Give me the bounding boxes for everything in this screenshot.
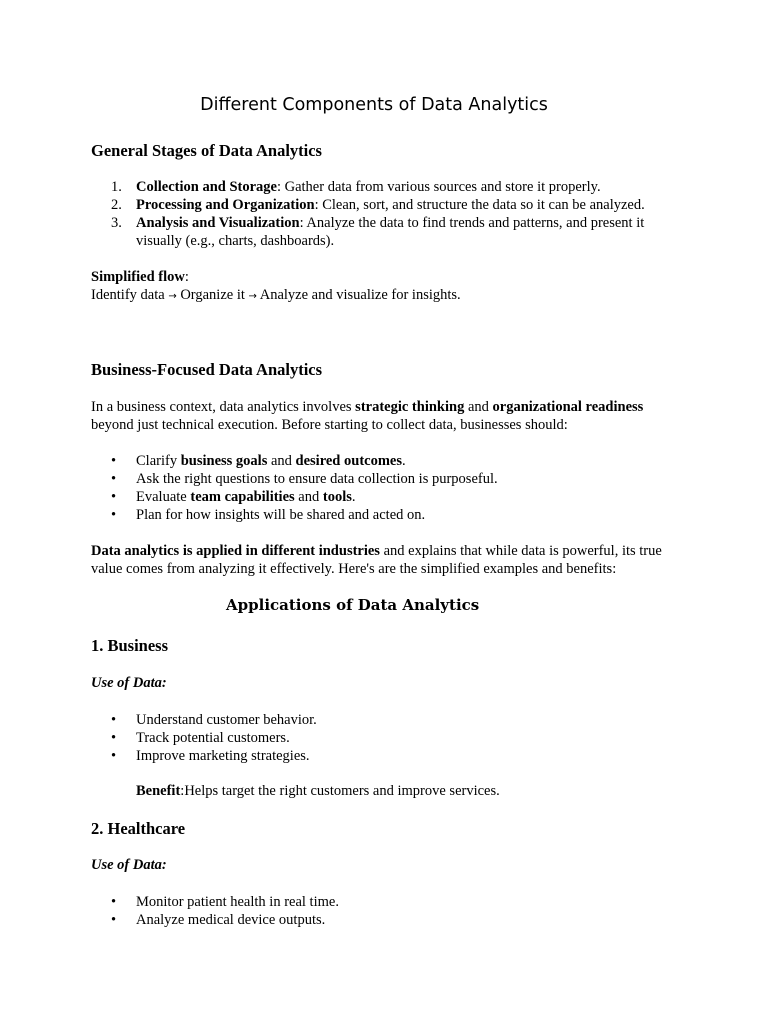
list-item: • Ask the right questions to ensure data collection is purposeful.	[111, 471, 498, 487]
list-item: 2. Processing and Organization: Clean, sort, and structure the data so it can be analyzed.	[111, 197, 645, 213]
list-item: • Plan for how insights will be shared and acted on.	[111, 507, 426, 523]
industries-paragraph: Data analytics is applied in different industries and explains that while data is powerful, its true value comes from analyzing it effectively. Here's are the simplified examples and benefits:	[91, 543, 662, 577]
simplified-flow-label: Simplified flow	[91, 269, 185, 285]
list-item: • Improve marketing strategies.	[111, 748, 310, 764]
general-stages-heading: General Stages of Data Analytics	[91, 141, 322, 160]
business-use-of-data-label: Use of Data:	[91, 675, 167, 691]
bullet-icon: •	[111, 912, 117, 928]
business-focused-intro: In a business context, data analytics involves strategic thinking and organizational readiness beyond just technical execution. Before starting to collect data, businesses should:	[91, 399, 644, 433]
healthcare-section-heading: 2. Healthcare	[91, 819, 186, 838]
healthcare-use-of-data-label: Use of Data:	[91, 857, 167, 873]
healthcare-use-list	[91, 893, 681, 929]
applications-heading: Applications of Data Analytics	[226, 596, 480, 614]
bullet-icon: •	[111, 730, 117, 746]
list-item: • Clarify business goals and desired outcomes.	[111, 453, 406, 469]
business-use-list	[91, 711, 681, 765]
list-item: • Analyze medical device outputs.	[111, 912, 326, 928]
business-focused-list	[91, 452, 681, 524]
bullet-icon: •	[111, 894, 117, 910]
general-stages-list	[91, 178, 681, 250]
arrow-right-icon: →	[168, 291, 177, 302]
bullet-icon: •	[111, 748, 117, 764]
simplified-flow: Simplified flow: Identify data → Organize it → Analyze and visualize for insights.	[91, 269, 461, 303]
list-item: • Monitor patient health in real time.	[111, 894, 339, 910]
list-item: 3. Analysis and Visualization: Analyze the data to find trends and patterns, and present it visually (e.g., charts, dashboards).	[111, 215, 645, 249]
bullet-icon: •	[111, 712, 117, 728]
bullet-icon: •	[111, 489, 117, 505]
list-item: • Track potential customers.	[111, 730, 290, 746]
bullet-icon: •	[111, 453, 117, 469]
list-item: • Evaluate team capabilities and tools.	[111, 489, 356, 505]
bullet-icon: •	[111, 471, 117, 487]
list-item: • Understand customer behavior.	[111, 712, 317, 728]
business-benefit: Benefit:Helps target the right customers and improve services.	[136, 783, 500, 799]
business-focused-heading: Business-Focused Data Analytics	[91, 360, 323, 379]
business-section-heading: 1. Business	[91, 636, 169, 655]
list-item: 1. Collection and Storage: Gather data from various sources and store it properly.	[111, 179, 601, 195]
arrow-right-icon: →	[248, 291, 257, 302]
document-title: Different Components of Data Analytics	[200, 95, 548, 115]
bullet-icon: •	[111, 507, 117, 523]
